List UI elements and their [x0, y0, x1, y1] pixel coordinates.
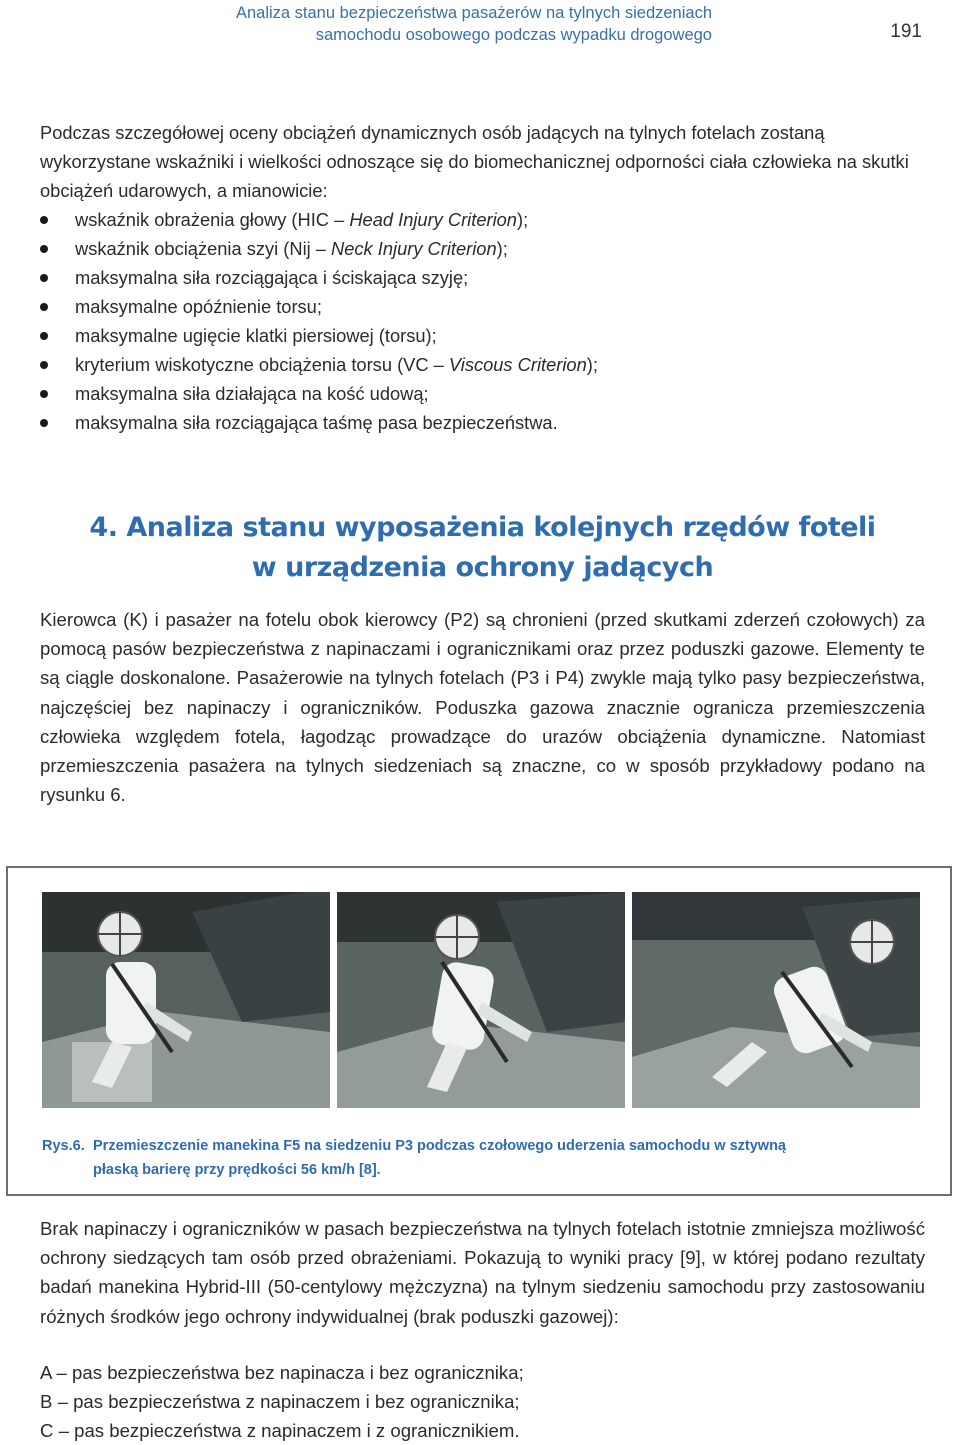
photo-image — [632, 892, 920, 1108]
running-header — [0, 0, 960, 58]
list-item — [40, 321, 925, 350]
crash-test-photo-3 — [632, 892, 920, 1108]
list-item-text-end: ); — [496, 238, 508, 259]
running-title-line-2: samochodu osobowego podczas wypadku drogowego — [315, 26, 712, 44]
options-list — [40, 1358, 925, 1445]
running-title — [236, 2, 712, 46]
criteria-list — [40, 205, 925, 437]
list-item: C – pas bezpieczeństwa z napinaczem i z ogranicznikiem. — [40, 1420, 520, 1441]
page-number: 191 — [890, 21, 922, 42]
list-item — [40, 379, 925, 408]
caption-line-2: płaską barierę przy prędkości 56 km/h [8]. — [93, 1162, 381, 1178]
list-item-text-end: ); — [586, 354, 598, 375]
photo-image — [337, 892, 625, 1108]
photo-image — [42, 892, 330, 1108]
list-item — [40, 234, 925, 263]
list-item-emphasis: Head Injury Criterion — [349, 209, 517, 230]
list-item — [40, 350, 925, 379]
intro-section — [40, 118, 925, 437]
body-paragraph: Brak napinaczy i ograniczników w pasach bezpieczeństwa na tylnych fotelach istotnie zmniejsza możliwość ochrony siedzących tam osób przed obrażeniami. Pokazują to wyniki pracy [9], w której podano rezultaty badań manekina Hybrid-III (50-centylowy mężczyzna) na tylnym siedzeniu samochodu przy zastosowaniu różnych środków jego ochrony indywidualnej (brak poduszki gazowej): — [40, 1218, 925, 1327]
crash-test-photo-1 — [42, 892, 330, 1108]
figure-label: Rys.6. — [42, 1138, 85, 1154]
list-item-text: maksymalna siła działająca na kość udową; — [75, 383, 429, 404]
list-item-text: maksymalna siła rozciągająca taśmę pasa bezpieczeństwa. — [75, 412, 558, 433]
section-heading-line-2: w urządzenia ochrony jadących — [251, 552, 714, 583]
section-heading-line-1: 4. Analiza stanu wyposażenia kolejnych rzędów foteli — [89, 512, 876, 543]
list-item-emphasis: Viscous Criterion — [448, 354, 587, 375]
list-item-text: maksymalne opóźnienie torsu; — [75, 296, 322, 317]
section-paragraph: Kierowca (K) i pasażer na fotelu obok kierowcy (P2) są chronieni (przed skutkami zderzeń czołowych) za pomocą pasów bezpieczeństwa z napinaczami i ogranicznikami oraz przez poduszki gazowe. Elementy te są ciągle doskonalone. Pasażerowie na tylnych fotelach (P3 i P4) zwykle mają tylko pasy bezpieczeństwa, najczęściej bez napinaczy i ograniczników. Poduszka gazowa znacznie ogranicza przemieszczenia człowieka względem fotela, łagodząc prowadzące do urazów obciążenia dynamiczne. Natomiast przemieszczenia pasażera na tylnych siedzeniach są znaczne, co w sposób przykładowy podano na rysunku 6. — [40, 609, 925, 806]
list-item — [40, 408, 925, 437]
running-title-line-1: Analiza stanu bezpieczeństwa pasażerów na tylnych siedzeniach — [235, 4, 712, 22]
intro-paragraph: Podczas szczegółowej oceny obciążeń dynamicznych osób jadących na tylnych fotelach zostaną wykorzystane wskaźniki i wielkości odnoszące się do biomechanicznej odporności ciała człowieka na skutki obciążeń udarowych, a mianowicie: — [40, 122, 909, 201]
list-item-text-end: ); — [516, 209, 529, 230]
list-item-emphasis: Neck Injury Criterion — [331, 238, 497, 259]
list-item — [40, 263, 925, 292]
list-item-text: kryterium wiskotyczne obciążenia torsu (VC – — [75, 354, 449, 375]
section-heading — [40, 508, 925, 588]
list-item-text: wskaźnik obciążenia szyi (Nij – — [75, 238, 332, 259]
list-item-text: maksymalne ugięcie klatki piersiowej (torsu); — [75, 325, 437, 346]
figure-box — [6, 866, 952, 1196]
list-item: A – pas bezpieczeństwa bez napinacza i bez ogranicznika; — [40, 1362, 524, 1383]
crash-test-photo-2 — [337, 892, 625, 1108]
list-item — [40, 205, 925, 234]
list-item: B – pas bezpieczeństwa z napinaczem i bez ogranicznika; — [40, 1391, 520, 1412]
figure-caption — [42, 1134, 922, 1182]
list-item-text: maksymalna siła rozciągająca i ściskająca szyję; — [75, 267, 469, 288]
list-item-text: wskaźnik obrażenia głowy (HIC – — [75, 209, 350, 230]
caption-line-1: Przemieszczenie manekina F5 na siedzeniu P3 podczas czołowego uderzenia samochodu w sztywną — [93, 1138, 786, 1154]
list-item — [40, 292, 925, 321]
